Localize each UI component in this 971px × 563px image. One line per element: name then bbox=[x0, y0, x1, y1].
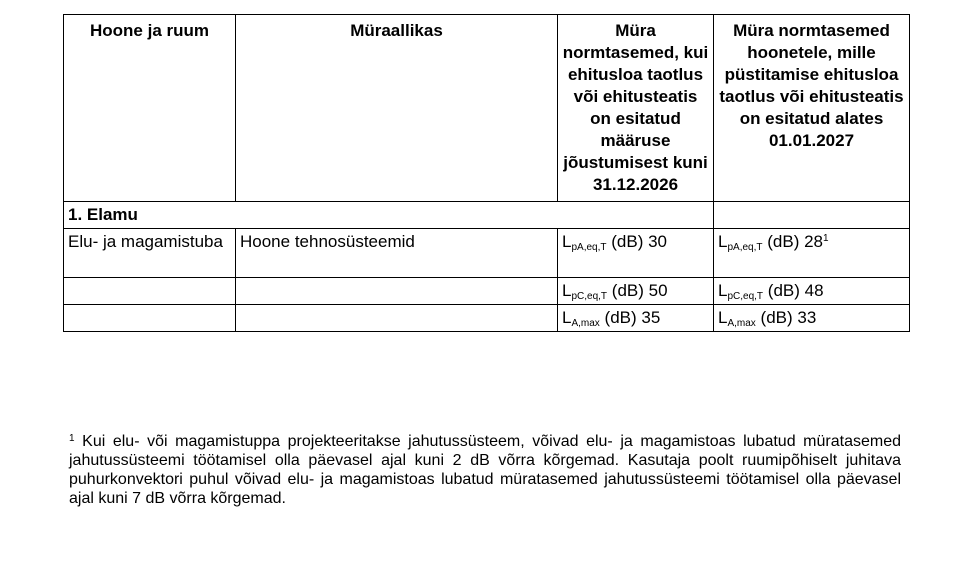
norm-until-2026-cell bbox=[558, 305, 714, 332]
header-noise-source: Müraallikas bbox=[236, 15, 558, 202]
level-subscript: pA,eq,T bbox=[571, 242, 607, 253]
level-value: (dB) 33 bbox=[760, 308, 817, 327]
level-value: (dB) 48 bbox=[767, 281, 824, 300]
room-cell bbox=[64, 278, 236, 305]
level-value: (dB) 28 bbox=[767, 232, 823, 251]
level-subscript: pC,eq,T bbox=[727, 291, 764, 302]
level-value: (dB) 30 bbox=[611, 232, 667, 251]
level-subscript: pC,eq,T bbox=[571, 291, 608, 302]
level-value: (dB) 35 bbox=[604, 308, 661, 327]
level-symbol: L bbox=[562, 281, 572, 300]
level-symbol: L bbox=[718, 232, 728, 251]
footnote-reference[interactable]: 1 bbox=[822, 233, 829, 244]
norm-until-2026-cell bbox=[558, 229, 714, 278]
footnote-marker: 1 bbox=[69, 433, 75, 444]
level-symbol: L bbox=[562, 232, 572, 251]
section-empty-cell bbox=[714, 202, 910, 229]
norm-until-2026-cell bbox=[558, 278, 714, 305]
source-cell: Hoone tehnosüsteemid bbox=[236, 229, 558, 278]
level-subscript: A,max bbox=[571, 318, 600, 329]
footnote-text: Kui elu- või magamistuppa projekteeritakse jahutussüsteem, võivad elu- ja magamistoas lubatud müratasemed jahutussüsteemi töötamisel olla päevasel ajal kuni 2 dB võrra kõrgemad. Kasutaja poolt ruumipõhiselt juhitava puhurkonvektori puhul võivad elu- ja magamistoas lubatud müratasemed jahutussüsteemi töötamisel olla päevasel ajal kuni 7 dB võrra kõrgemad. bbox=[69, 433, 901, 507]
room-cell bbox=[64, 305, 236, 332]
level-symbol: L bbox=[562, 308, 572, 327]
footnote bbox=[69, 432, 901, 508]
source-cell bbox=[236, 305, 558, 332]
level-symbol: L bbox=[718, 281, 728, 300]
level-subscript: pA,eq,T bbox=[727, 242, 763, 253]
table-row bbox=[64, 305, 910, 332]
table-row bbox=[64, 229, 910, 278]
source-cell bbox=[236, 278, 558, 305]
level-symbol: L bbox=[718, 308, 728, 327]
section-row bbox=[64, 202, 910, 229]
room-cell: Elu- ja magamistuba bbox=[64, 229, 236, 278]
header-row bbox=[64, 15, 910, 202]
section-title: 1. Elamu bbox=[64, 202, 714, 229]
level-value: (dB) 50 bbox=[611, 281, 668, 300]
table-row bbox=[64, 278, 910, 305]
noise-norms-table bbox=[63, 14, 910, 332]
norm-from-2027-cell bbox=[714, 229, 910, 278]
header-building-room: Hoone ja ruum bbox=[64, 15, 236, 202]
norm-from-2027-cell bbox=[714, 278, 910, 305]
level-subscript: A,max bbox=[727, 318, 756, 329]
header-norms-from-2027: Müra normtasemed hoonetele, mille püstitamise ehitusloa taotlus või ehitusteatis on esitatud alates 01.01.2027 bbox=[714, 15, 910, 202]
header-norms-until-2026: Müra normtasemed, kui ehitusloa taotlus või ehitusteatis on esitatud määruse jõustumisest kuni 31.12.2026 bbox=[558, 15, 714, 202]
norm-from-2027-cell bbox=[714, 305, 910, 332]
